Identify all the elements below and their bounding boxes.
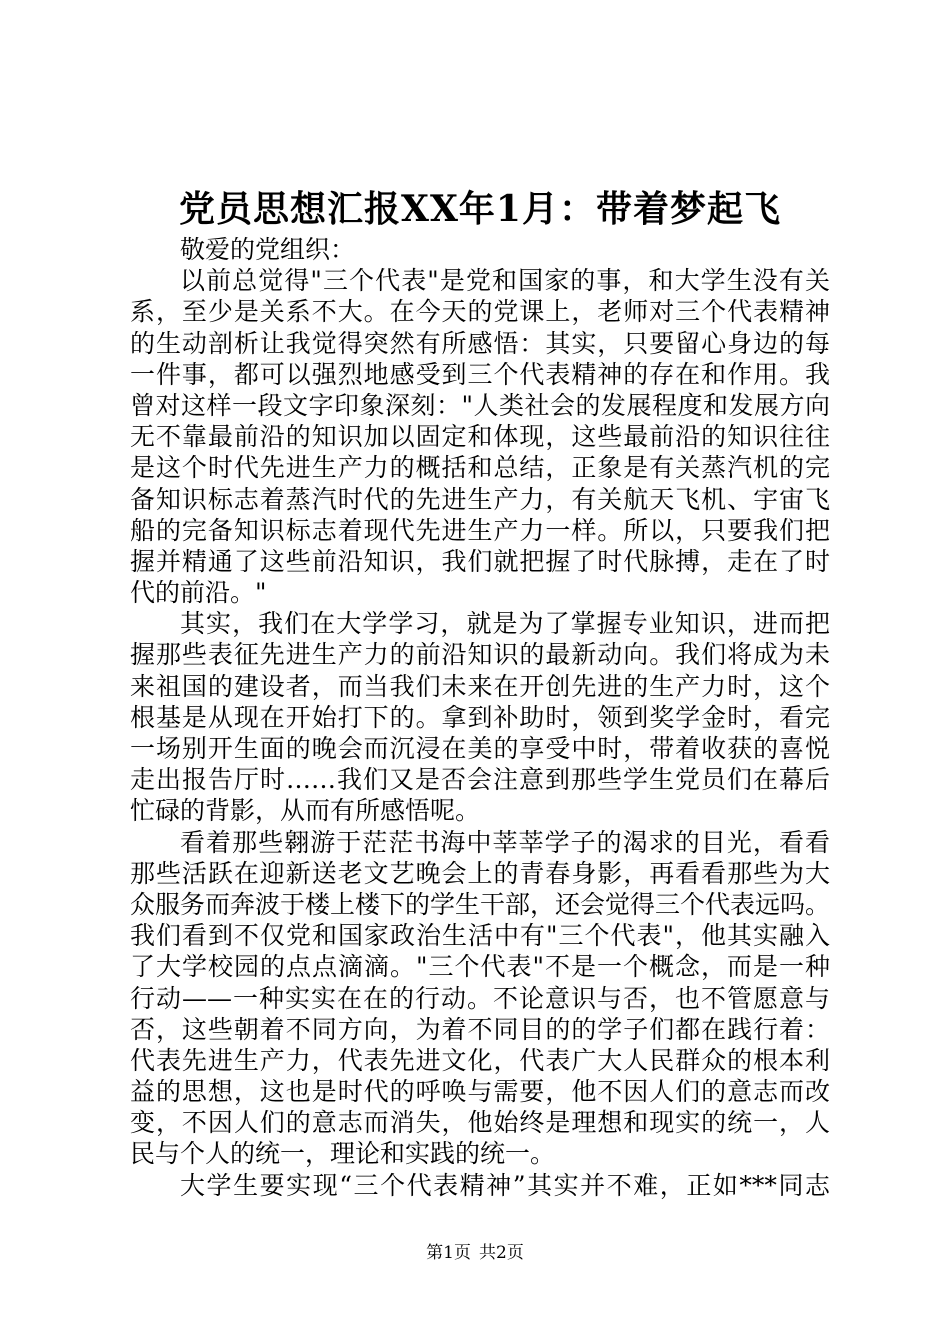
document-body: [130, 234, 830, 1201]
text-line: 来祖国的建设者，而当我们未来在开创先进的生产力时，这个: [130, 671, 830, 701]
text-line: 看着那些翱游于茫茫书海中莘莘学子的渴求的目光，看看: [180, 827, 830, 857]
text-line: 一件事，都可以强烈地感受到三个代表精神的存在和作用。我: [130, 359, 830, 389]
text-line: 走出报告厅时……我们又是否会注意到那些学生党员们在幕后: [130, 765, 830, 795]
text-line: 忙碌的背影，从而有所感悟呢。: [130, 796, 481, 826]
text-line: 曾对这样一段文字印象深刻："人类社会的发展程度和发展方向: [130, 390, 830, 420]
text-line: 是这个时代先进生产力的概括和总结，正象是有关蒸汽机的完: [130, 453, 830, 483]
page-footer: [0, 1242, 950, 1264]
text-line: 握那些表征先进生产力的前沿知识的最新动向。我们将成为未: [130, 640, 830, 670]
text-line: 了大学校园的点点滴滴。"三个代表"不是一个概念，而是一种: [130, 952, 830, 982]
text-line: 根基是从现在开始打下的。拿到补助时，领到奖学金时，看完: [130, 702, 830, 732]
text-line: 大学生要实现“三个代表精神”其实并不难，正如***同志: [180, 1170, 830, 1200]
text-line: 系，至少是关系不大。在今天的党课上，老师对三个代表精神: [130, 297, 830, 327]
text-line: 益的思想，这也是时代的呼唤与需要，他不因人们的意志而改: [130, 1077, 830, 1107]
text-line: 众服务而奔波于楼上楼下的学生干部，还会觉得三个代表远吗。: [130, 889, 830, 919]
text-line: 变，不因人们的意志而消失，他始终是理想和现实的统一，人: [130, 1108, 830, 1138]
page-number: 第1页: [426, 1243, 471, 1263]
text-line: 以前总觉得"三个代表"是党和国家的事，和大学生没有关: [180, 266, 830, 296]
text-line: 的生动剖析让我觉得突然有所感悟：其实，只要留心身边的每: [130, 328, 830, 358]
text-line: 其实，我们在大学学习，就是为了掌握专业知识，进而把: [180, 609, 830, 639]
text-line: 代的前沿。": [130, 578, 267, 608]
text-line: 代表先进生产力，代表先进文化，代表广大人民群众的根本利: [130, 1045, 830, 1075]
text-line: 一场别开生面的晚会而沉浸在美的享受中时，带着收获的喜悦: [130, 734, 830, 763]
text-line: 我们看到不仅党和国家政治生活中有"三个代表"，他其实融入: [130, 921, 830, 951]
text-line: 无不靠最前沿的知识加以固定和体现，这些最前沿的知识往往: [130, 422, 830, 452]
text-line: 民与个人的统一，理论和实践的统一。: [130, 1139, 556, 1169]
text-line: 敬爱的党组织：: [180, 235, 356, 264]
text-line: 否，这些朝着不同方向，为着不同目的的学子们都在践行着：: [130, 1014, 830, 1044]
text-line: 握并精通了这些前沿知识，我们就把握了时代脉搏，走在了时: [130, 546, 830, 576]
text-line: 行动——一种实实在在的行动。不论意识与否，也不管愿意与: [130, 983, 830, 1013]
text-line: 备知识标志着蒸汽时代的先进生产力，有关航天飞机、宇宙飞: [130, 484, 830, 514]
document-title: 党员思想汇报XX年1月：带着梦起飞: [179, 188, 781, 230]
page-total: 共2页: [479, 1243, 524, 1263]
text-line: 船的完备知识标志着现代先进生产力一样。所以，只要我们把: [130, 515, 830, 545]
text-line: 那些活跃在迎新送老文艺晚会上的青春身影，再看看那些为大: [130, 858, 830, 888]
